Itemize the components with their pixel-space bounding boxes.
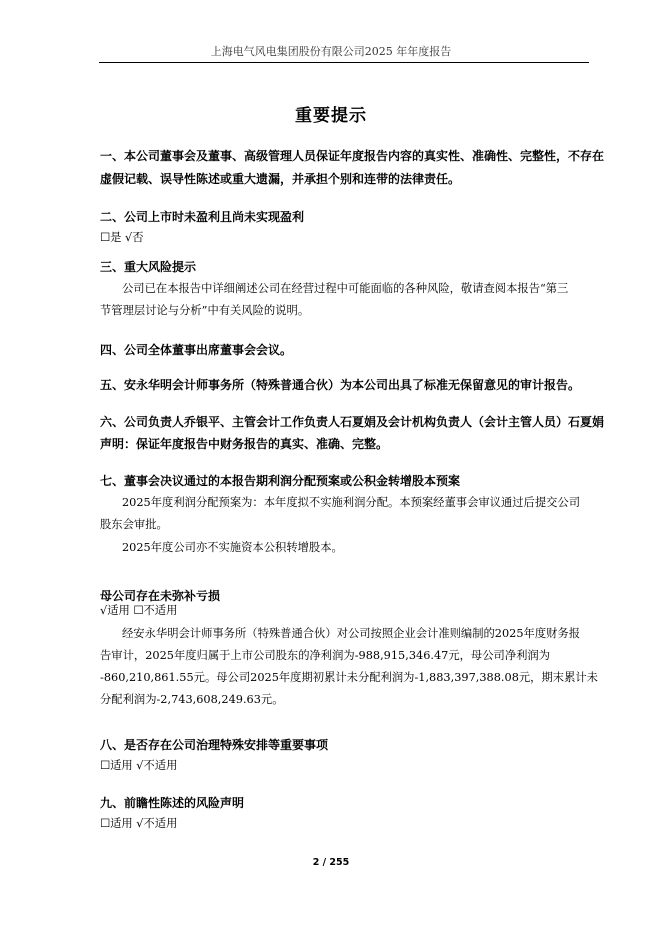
section7-para1-line2: 股东会审批。 [100,518,168,531]
section7-heading: 七、董事会决议通过的本报告期利润分配预案或公积金转增股本预案 [100,474,461,488]
section1-line1: 一、本公司董事会及董事、高级管理人员保证年度报告内容的真实性、准确性、完整性，不存在 [100,149,605,163]
page-title: 重要提示 [295,106,367,126]
section9-options: ☐适用 √不适用 [100,817,178,830]
section7-para1-line1: 2025年度利润分配预案为：本年度拟不实施利润分配。本预案经董事会审议通过后提交公司 [122,496,581,509]
section8-heading: 八、是否存在公司治理特殊安排等重要事项 [100,738,329,752]
parent-loss-line3: -860,210,861.55元。母公司2025年度期初累计未分配利润为-1,883,397,388.08元，期末累计未 [100,671,598,684]
parent-loss-line2: 告审计，2025年度归属于上市公司股东的净利润为-988,915,346.47元，母公司净利润为 [100,649,551,662]
section6-line1: 六、公司负责人乔银平、主管会计工作负责人石夏娟及会计机构负责人（会计主管人员）石夏娟 [100,415,605,429]
header-rule [99,62,589,63]
page-number: 2 / 255 [312,857,350,868]
section7-para2: 2025年度公司亦不实施资本公积转增股本。 [122,541,343,554]
parent-loss-options: √适用 ☐不适用 [100,604,178,617]
section1-line2: 虚假记载、误导性陈述或重大遗漏，并承担个别和连带的法律责任。 [100,172,461,186]
section3-line1: 公司已在本报告中详细阐述公司在经营过程中可能面临的各种风险，敬请查阅本报告“第三 [122,282,569,295]
parent-loss-line4: 分配利润为-2,743,608,249.63元。 [100,693,284,706]
parent-loss-line1: 经安永华明会计师事务所（特殊普通合伙）对公司按照企业会计准则编制的2025年度财务报 [122,627,581,640]
section9-heading: 九、前瞻性陈述的风险声明 [100,796,245,810]
section6-line2: 声明：保证年度报告中财务报告的真实、准确、完整。 [100,437,389,451]
section5-heading: 五、安永华明会计师事务所（特殊普通合伙）为本公司出具了标准无保留意见的审计报告。 [100,378,581,392]
section4-heading: 四、公司全体董事出席董事会会议。 [100,343,293,357]
parent-loss-heading: 母公司存在未弥补亏损 [100,589,221,603]
section3-heading: 三、重大风险提示 [100,260,197,274]
section2-heading: 二、公司上市时未盈利且尚未实现盈利 [100,210,305,224]
section3-line2: 节管理层讨论与分析”中有关风险的说明。 [100,304,310,317]
page-header: 上海电气风电集团股份有限公司2025 年年度报告 [210,45,452,58]
section8-options: ☐适用 √不适用 [100,759,178,772]
section2-options: ☐是 √否 [100,231,144,244]
